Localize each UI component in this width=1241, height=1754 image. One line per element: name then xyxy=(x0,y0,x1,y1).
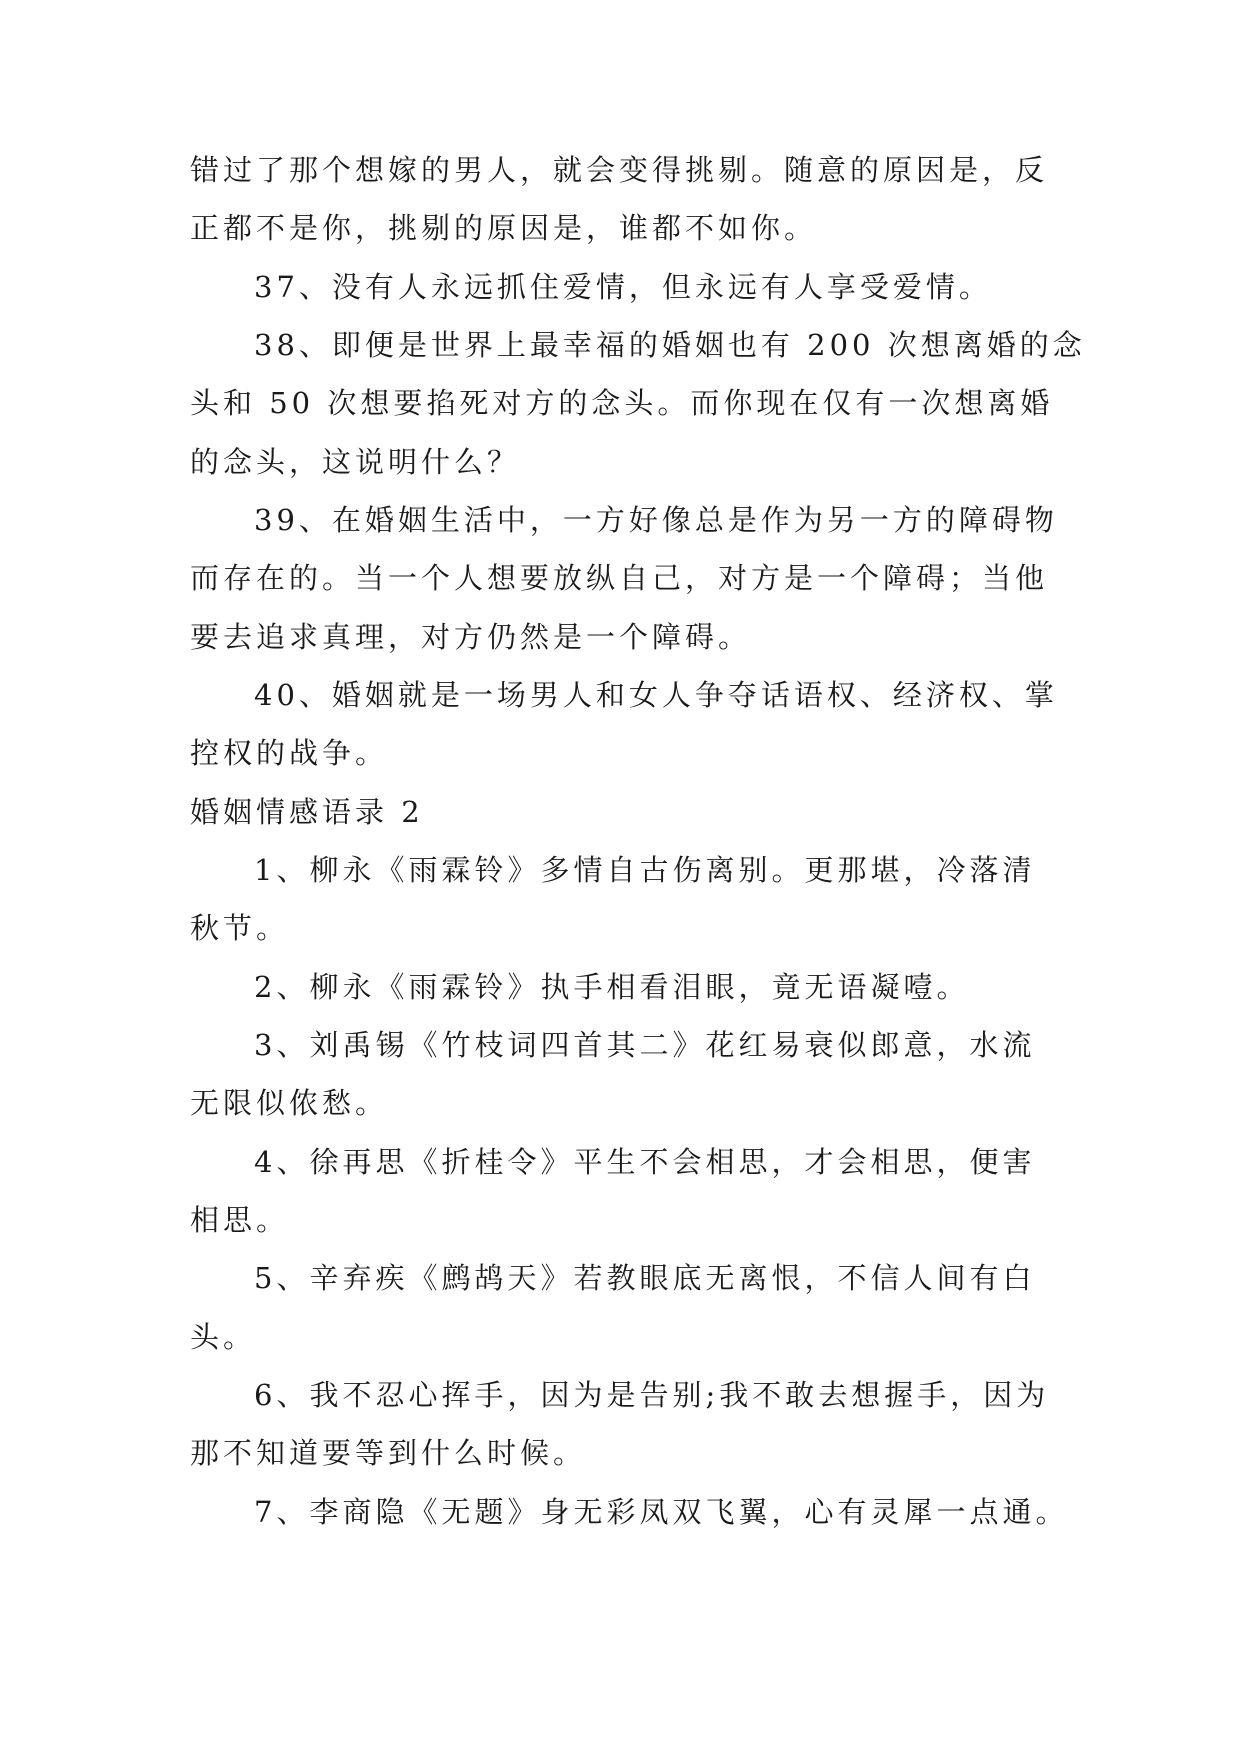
list-item-7: 7、李商隐《无题》身无彩凤双飞翼，心有灵犀一点通。 xyxy=(254,1495,1069,1529)
section-heading: 婚姻情感语录 2 xyxy=(190,795,424,829)
list-item-5: 5、辛弃疾《鹧鸪天》若教眼底无离恨，不信人间有白 xyxy=(254,1261,1036,1295)
text-line: 正都不是你，挑剔的原因是，谁都不如你。 xyxy=(190,211,818,245)
text-line: 秋节。 xyxy=(190,911,290,945)
text-line: 相思。 xyxy=(190,1203,290,1237)
list-item-3: 3、刘禹锡《竹枝词四首其二》花红易衰似郎意，水流 xyxy=(254,1028,1036,1062)
list-item-37: 37、没有人永远抓住爱情，但永远有人享受爱情。 xyxy=(254,270,992,304)
list-item-38: 38、即便是世界上最幸福的婚姻也有 200 次想离婚的念 xyxy=(254,328,1086,362)
text-line: 控权的战争。 xyxy=(190,736,389,770)
text-line: 头和 50 次想要掐死对方的念头。而你现在仅有一次想离婚 xyxy=(190,386,1054,420)
text-line: 要去追求真理，对方仍然是一个障碍。 xyxy=(190,620,752,654)
list-item-1: 1、柳永《雨霖铃》多情自古伤离别。更那堪，冷落清 xyxy=(254,853,1036,887)
text-line: 无限似侬愁。 xyxy=(190,1086,389,1120)
text-line: 头。 xyxy=(190,1320,257,1354)
text-line: 的念头，这说明什么？ xyxy=(190,445,521,479)
text-line: 而存在的。当一个人想要放纵自己，对方是一个障碍；当他 xyxy=(190,561,1049,595)
text-line: 错过了那个想嫁的男人，就会变得挑剔。随意的原因是，反 xyxy=(190,153,1049,187)
list-item-39: 39、在婚姻生活中，一方好像总是作为另一方的障碍物 xyxy=(254,503,1058,537)
text-line: 那不知道要等到什么时候。 xyxy=(190,1436,587,1470)
list-item-2: 2、柳永《雨霖铃》执手相看泪眼，竟无语凝噎。 xyxy=(254,970,970,1004)
list-item-4: 4、徐再思《折桂令》平生不会相思，才会相思，便害 xyxy=(254,1145,1036,1179)
list-item-40: 40、婚姻就是一场男人和女人争夺话语权、经济权、掌 xyxy=(254,678,1058,712)
list-item-6: 6、我不忍心挥手，因为是告别;我不敢去想握手，因为 xyxy=(254,1378,1050,1412)
